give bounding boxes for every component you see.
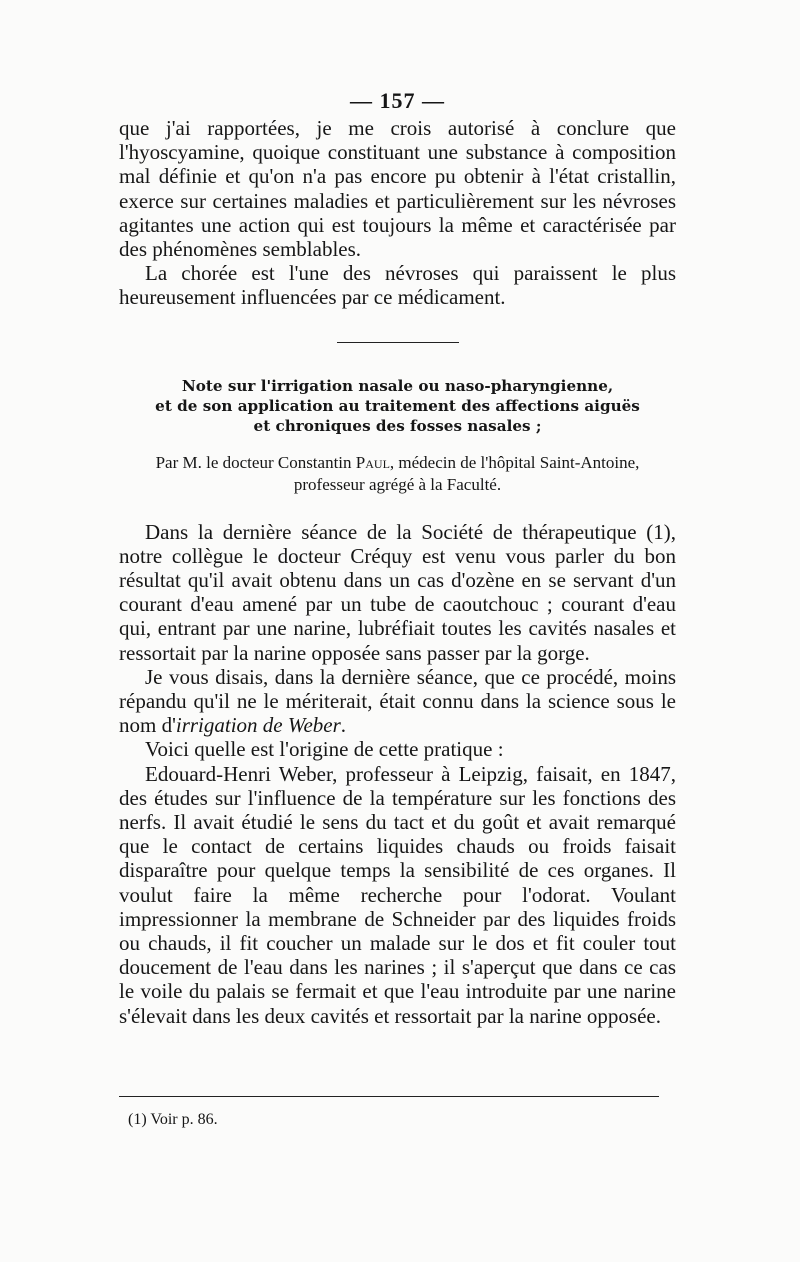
body-paragraph-1: Dans la dernière séance de la Société de thérapeutique (1), notre collègue le docteur Créquy est venu vous parler du bon résultat qu'il avait obtenu dans un cas d'ozène en se servant d'un courant d'eau amené par un tube de caoutchouc ; courant d'eau qui, entrant par une narine, lubréfiait toutes les cavités nasales et ressortait par la narine opposée sans passer par la gorge. xyxy=(119,519,676,665)
author-affiliation: professeur agrégé à la Faculté. xyxy=(293,474,502,494)
author-suffix: , médecin de l'hôpital Saint-Antoine, xyxy=(389,452,640,472)
footnote-divider xyxy=(119,1096,659,1097)
article-author xyxy=(119,452,676,496)
page-content xyxy=(119,86,676,1028)
body-paragraph-3: Voici quelle est l'origine de cette pratique : xyxy=(145,737,504,762)
article-body xyxy=(119,520,676,1028)
author-prefix: Par M. le docteur Constantin xyxy=(155,452,352,472)
article-title-line-3: et chroniques des fosses nasales ; xyxy=(253,416,542,435)
section-divider xyxy=(337,342,459,343)
intro-paragraph-2: La chorée est l'une des névroses qui paraissent le plus heureusement influencées par ce médicament. xyxy=(119,261,676,310)
body-paragraph-4: Edouard-Henri Weber, professeur à Leipzig, faisait, en 1847, des études sur l'influence de la température sur les fonctions des nerfs. Il avait étudié le sens du tact et du goût et avait remarqué que le contact de certains liquides chauds ou froids faisait disparaître pour quelque temps la sensibilité de ces organes. Il voulut faire la même recherche pour l'odorat. Voulant impressionner la membrane de Schneider par des liquides froids ou chauds, il fit coucher un malade sur le dos et fit couler tout doucement de l'eau dans les narines ; il s'aperçut que dans ce cas le voile du palais se fermait et que l'eau introduite par une narine s'élevait dans les deux cavités et ressortait par la narine opposée. xyxy=(119,761,676,1028)
body-paragraph-2-italic: irrigation de Weber xyxy=(175,713,341,738)
author-name: Paul xyxy=(355,452,390,472)
footnote: (1) Voir p. 86. xyxy=(128,1111,218,1128)
body-paragraph-2-start: Je vous disais, dans la dernière séance, que ce procédé, moins répandu qu'il ne le mériterait, était connu dans la science sous le nom d' xyxy=(119,664,676,738)
article-title xyxy=(119,376,676,436)
page-number: — 157 — xyxy=(350,88,445,113)
body-paragraph-2-end: . xyxy=(340,713,347,738)
article-title-line-1: Note sur l'irrigation nasale ou naso-pharyngienne, xyxy=(181,376,614,395)
intro-paragraph-1: que j'ai rapportées, je me crois autorisé à conclure que l'hyoscyamine, quoique constituant une substance à composition mal définie et qu'on n'a pas encore pu obtenir à l'état cristallin, exerce sur certaines maladies et particulièrement sur les névroses agitantes une action qui est toujours la même et caractérisée par des phénomènes semblables. xyxy=(119,116,676,262)
article-title-line-2: et de son application au traitement des affections aiguës xyxy=(155,396,640,415)
body-paragraph-2 xyxy=(119,665,676,738)
